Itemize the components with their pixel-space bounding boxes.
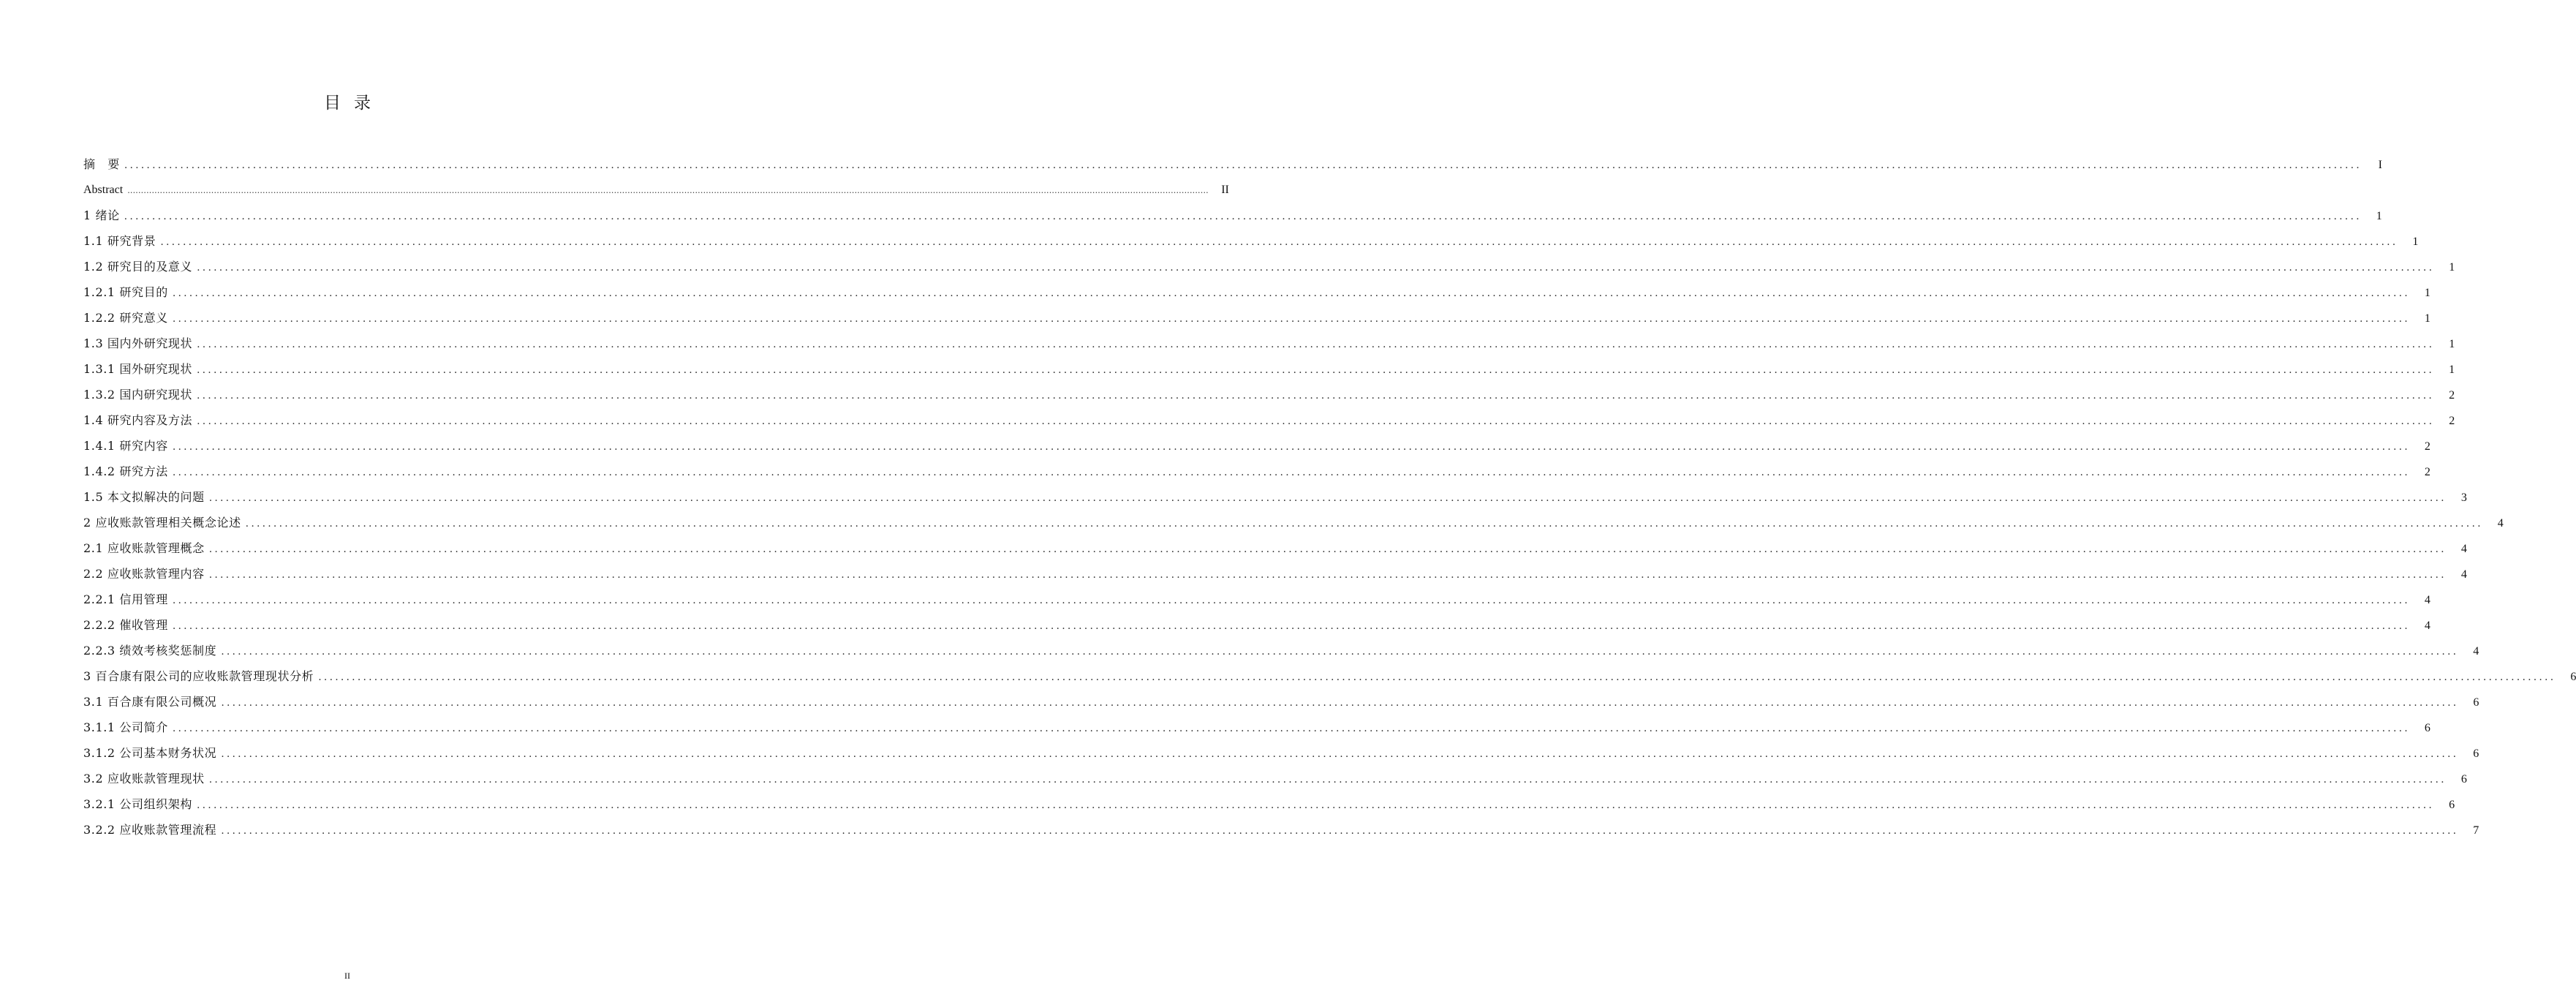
toc-entry-label: 1 绪论 xyxy=(83,208,120,222)
toc-entry[interactable] xyxy=(83,689,2479,715)
toc-entry[interactable] xyxy=(83,663,2576,689)
toc-leader-dots: ................................................................................................................................................................................................................................................................................................................................................................................................................ xyxy=(245,518,2483,530)
toc-entry-label: 3.1.1 公司简介 xyxy=(83,720,168,734)
page-title: 目录 xyxy=(324,94,384,113)
toc-leader-dots: ................................................................................................................................................................................................................................................................................................................................................................................................................ xyxy=(197,415,2435,427)
toc-entry-page: 1 xyxy=(2376,210,2382,222)
toc-entry-label: 1.4.1 研究内容 xyxy=(83,439,168,453)
toc-leader-dots: ................................................................................................................................................................................................................................................................................................................................................................................................................ xyxy=(172,441,2410,453)
toc-entry-page: 6 xyxy=(2460,773,2467,786)
toc-entry-label: 1.3.1 国外研究现状 xyxy=(83,362,192,376)
toc-entry[interactable] xyxy=(83,535,2467,561)
toc-entry-page: 4 xyxy=(2473,645,2479,658)
toc-leader-dots: ................................................................................................................................................................................................................................................................................................................................................................................................................ xyxy=(318,671,2556,683)
toc-leader-dots: ................................................................................................................................................................................................................................................................................................................................................................................................................ xyxy=(172,313,2410,325)
toc-entry[interactable] xyxy=(83,382,2455,407)
toc-entry-label: 3.2 应收账款管理现状 xyxy=(83,772,205,786)
toc-entry-page: 2 xyxy=(2449,389,2455,402)
toc-entry-page: II xyxy=(1221,184,1229,196)
toc-entry-page: I xyxy=(2378,159,2382,171)
toc-leader-dots: ................................................................................................................................................................................................................................................................................................................................................................................................................ xyxy=(124,211,2362,222)
toc-entry[interactable] xyxy=(83,561,2467,587)
toc-entry[interactable] xyxy=(83,587,2430,612)
toc-leader-dots: ................................................................................................................................................................................................................................................................................................................................................................................................................ xyxy=(197,364,2435,376)
toc-entry-label: 1.2 研究目的及意义 xyxy=(83,260,193,274)
toc-entry-page: 6 xyxy=(2424,722,2430,734)
toc-entry-label: 1.3 国内外研究现状 xyxy=(83,336,193,350)
toc-entry-label: 3.1 百合康有限公司概况 xyxy=(83,695,217,709)
toc-leader-dots: ................................................................................................................................................................................................................................................................................................................................................................................................................ xyxy=(221,748,2459,760)
toc-entry[interactable] xyxy=(83,638,2479,663)
toc-entry-label: 2 应收账款管理相关概念论述 xyxy=(83,516,241,530)
toc-entry-page: 7 xyxy=(2473,824,2479,837)
toc-entry-page: 1 xyxy=(2424,312,2430,325)
toc-leader-dots: ................................................................................................................................................................................................................................................................................................................................................................................................................ xyxy=(197,262,2435,274)
toc-leader-dots: ................................................................................................................................................................................................................................................................................................................................................................................................................ xyxy=(160,236,2398,248)
toc-entry[interactable] xyxy=(83,331,2455,356)
toc-leader-dots: ................................................................................................................................................................................................................................................................................................................................................................................................................ xyxy=(197,390,2435,402)
toc-leader-dots: ................................................................................................................................................................................................................................................................................................................................................................................................................ xyxy=(208,774,2447,786)
toc-leader-dots: ................................................................................................................................................................................................................................................................................................................................................................................................................ xyxy=(197,339,2435,350)
toc-entry-page: 1 xyxy=(2449,261,2455,274)
toc-entry-label: 1.4 研究内容及方法 xyxy=(83,413,193,427)
toc-entry-label: 1.1 研究背景 xyxy=(83,234,156,248)
toc-entry-page: 1 xyxy=(2449,364,2455,376)
toc-leader-dots: ................................................................................................................................................................................................................................................................................................................................................................................................................ xyxy=(208,543,2447,555)
toc-entry-page: 1 xyxy=(2424,287,2430,299)
toc-entry[interactable] xyxy=(83,459,2430,484)
toc-entry-page: 4 xyxy=(2460,568,2467,581)
toc-leader-dots: ................................................................................................................................................................................................................................................................................................................................................................................................................ xyxy=(221,697,2459,709)
footer-page-number: II xyxy=(344,971,350,981)
toc-entry-page: 1 xyxy=(2449,338,2455,350)
toc-entry-label: 2.2.1 信用管理 xyxy=(83,592,168,606)
toc-entry-label: 3.2.2 应收账款管理流程 xyxy=(83,823,217,837)
toc-leader-dots: ................................................................................................................................................................................................................................................................................................................................................................................................................ xyxy=(221,825,2459,837)
toc-entry-label: 3.2.1 公司组织架构 xyxy=(83,797,192,811)
toc-entry-page: 4 xyxy=(2497,517,2504,530)
toc-entry[interactable] xyxy=(83,151,2382,177)
toc-entry[interactable] xyxy=(83,356,2455,382)
toc-entry-page: 6 xyxy=(2473,747,2479,760)
toc-entry-page: 1 xyxy=(2412,236,2419,248)
toc-entry-page: 6 xyxy=(2473,696,2479,709)
toc-leader-dots: ................................................................................................................................................................................................................................................................................................................................................................................................................ xyxy=(172,595,2410,606)
toc-leader-dots: ................................................................................................................................................................................................................................................................................................................................................................................................................ xyxy=(172,723,2410,734)
toc-entry-page: 4 xyxy=(2424,594,2430,606)
toc-entry-page: 4 xyxy=(2424,619,2430,632)
toc-entry[interactable] xyxy=(83,228,2419,254)
toc-entry-page: 2 xyxy=(2424,440,2430,453)
toc-leader-dots: ................................................................................................................................................................................................................................................................................................................................................................................................................ xyxy=(208,492,2447,504)
toc-entry-label: 1.4.2 研究方法 xyxy=(83,464,168,478)
toc-entry-label: 3 百合康有限公司的应收账款管理现状分析 xyxy=(83,669,314,683)
toc-leader-dots: ................................................................................................................................................................................................................................................................................................................................................................................................................ xyxy=(221,646,2459,658)
toc-entry-page: 6 xyxy=(2449,799,2455,811)
toc-entry-page: 3 xyxy=(2460,492,2467,504)
toc-entry[interactable] xyxy=(83,791,2455,817)
toc-entry-label: 1.2.1 研究目的 xyxy=(83,285,168,299)
toc-entry[interactable] xyxy=(83,715,2430,740)
toc-entry[interactable] xyxy=(83,407,2455,433)
toc-entry-label: 3.1.2 公司基本财务状况 xyxy=(83,746,217,760)
toc-leader-dots: ................................................................................................................................................................................................................................................................................................................................................................................................................ xyxy=(208,569,2447,581)
toc-entry[interactable] xyxy=(83,254,2455,279)
toc-entry-page: 6 xyxy=(2570,671,2576,683)
toc-entry[interactable] xyxy=(83,510,2504,535)
toc-entry[interactable] xyxy=(83,279,2430,305)
toc-entry[interactable] xyxy=(83,203,2382,228)
toc-leader-dots: ................................................................................................................................................................................................................................................................................................................................................................................................................ xyxy=(172,467,2410,478)
toc-entry-label: 2.1 应收账款管理概念 xyxy=(83,541,205,555)
toc-entry[interactable] xyxy=(83,433,2430,459)
toc-leader-dots: ................................................................................................................................................................................................................................................................................................................................................................................................................ xyxy=(172,287,2410,299)
toc-entry-page: 4 xyxy=(2460,543,2467,555)
table-of-contents xyxy=(83,151,2576,843)
toc-entry-label: 1.2.2 研究意义 xyxy=(83,311,168,325)
toc-entry-page: 2 xyxy=(2424,466,2430,478)
toc-entry[interactable] xyxy=(83,484,2467,510)
toc-entry[interactable] xyxy=(83,766,2467,791)
toc-entry-label: 摘 要 xyxy=(83,157,120,171)
toc-leader-dots: ................................................................................................................................................................................................................................................................................................................................................................................................................ xyxy=(124,159,2362,171)
toc-entry[interactable] xyxy=(83,177,1229,203)
toc-entry-label: 2.2.3 绩效考核奖惩制度 xyxy=(83,644,217,658)
toc-leader-dots: ................................................................................................................................................................................................................................................................................................................................................................................................................ xyxy=(172,620,2410,632)
toc-entry[interactable] xyxy=(83,740,2479,766)
toc-entry[interactable] xyxy=(83,305,2430,331)
toc-entry-label: 1.5 本文拟解决的问题 xyxy=(83,490,205,504)
toc-entry-label: 2.2 应收账款管理内容 xyxy=(83,567,205,581)
toc-leader-dots: ................................................................................................................................................................................................................................................................................................................................................................................................................ xyxy=(127,186,1209,195)
toc-entry-label: 2.2.2 催收管理 xyxy=(83,618,168,632)
toc-entry-page: 2 xyxy=(2449,415,2455,427)
toc-entry-label: 1.3.2 国内研究现状 xyxy=(83,388,192,402)
toc-entry-label: Abstract xyxy=(83,184,124,196)
toc-leader-dots: ................................................................................................................................................................................................................................................................................................................................................................................................................ xyxy=(197,799,2435,811)
toc-entry[interactable] xyxy=(83,612,2430,638)
toc-entry[interactable] xyxy=(83,817,2479,843)
